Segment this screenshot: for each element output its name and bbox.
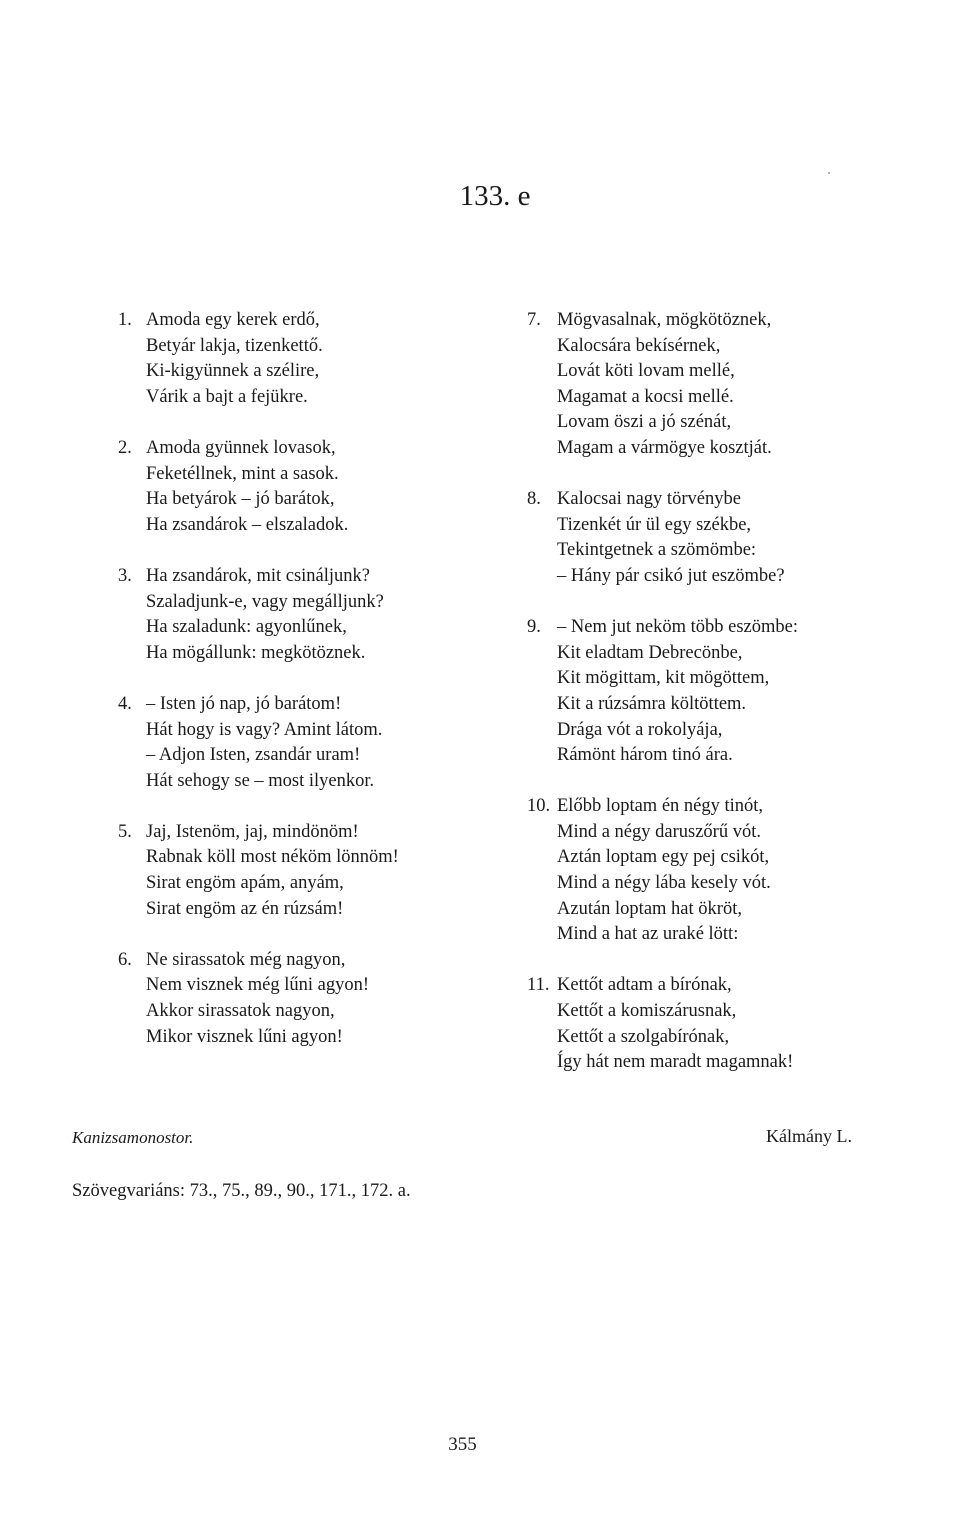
verse-line: – Hány pár csikó jut eszömbe? [557, 565, 785, 586]
verse-line: – Adjon Isten, zsandár uram! [146, 745, 361, 766]
verse-line: Amoda gyünnek lovasok, [146, 437, 336, 458]
stanza [527, 794, 927, 948]
stanza-lines [557, 308, 927, 462]
stanza [118, 692, 458, 794]
verse-line: Akkor sirassatok nagyon, [146, 1001, 335, 1022]
page-number: 355 [448, 1434, 477, 1455]
verse-line: Kit mögittam, kit mögöttem, [557, 668, 770, 689]
stanza-lines [146, 436, 458, 538]
verse-line: Sirat engöm az én rúzsám! [146, 898, 344, 919]
stanza-lines [146, 308, 458, 410]
stanza [527, 487, 927, 589]
verse-line: Kit eladtam Debrecönbe, [557, 642, 743, 663]
stanza-lines [146, 564, 458, 666]
stanza-number: 7. [527, 310, 541, 330]
verse-line: Ha zsandárok, mit csináljunk? [146, 565, 370, 586]
verse-line: Aztán loptam egy pej csikót, [557, 847, 770, 868]
verse-line: Drága vót a rokolyája, [557, 719, 723, 740]
verse-line: Mind a hat az uraké lött: [557, 924, 739, 945]
verse-line: Lovam öszi a jó szénát, [557, 412, 732, 433]
verse-line: Mind a négy daruszőrű vót. [557, 821, 761, 842]
left-column [118, 308, 458, 1076]
verse-line: Ha betyárok – jó barátok, [146, 489, 335, 510]
stanza [118, 564, 458, 666]
verse-line: Nem visznek még lűni agyon! [146, 975, 369, 996]
stanza-number: 6. [118, 949, 132, 970]
verse-line: Hát sehogy se – most ilyenkor. [146, 770, 375, 791]
stanza-number: 2. [118, 437, 132, 458]
verse-line: Azután loptam hat ökröt, [557, 898, 742, 919]
verse-line: Magam a vármögye kosztját. [557, 437, 772, 458]
verse-line: Magamat a kocsi mellé. [557, 386, 734, 407]
verse-line: – Nem jut neköm több eszömbe: [557, 617, 798, 638]
stanza [527, 308, 927, 462]
stanza [527, 973, 927, 1075]
verse-line: Betyár lakja, tizenkettő. [146, 335, 323, 356]
verse-line: Sirat engöm apám, anyám, [146, 873, 344, 894]
text-variants: Szövegvariáns: 73., 75., 89., 90., 171., 172. a. [72, 1181, 411, 1201]
stanza-number: 5. [118, 821, 132, 842]
verse-line: Lovát köti lovam mellé, [557, 361, 735, 382]
stanza-number: 4. [118, 693, 132, 714]
verse-line: Kalocsai nagy törvénybe [557, 489, 741, 510]
stanza-number: 10. [527, 796, 551, 817]
verse-line: Ki-kigyünnek a szélire, [146, 361, 320, 382]
stanza-number: 8. [527, 489, 541, 510]
stanza-lines [557, 615, 927, 769]
verse-line: Ha szaladunk: agyonlűnek, [146, 617, 347, 638]
verse-line: Rabnak köll most néköm lönnöm! [146, 847, 399, 868]
verse-line: Kettőt a komiszárusnak, [557, 1001, 737, 1022]
verse-line: Hát hogy is vagy? Amint látom. [146, 719, 383, 740]
stanza-lines [557, 794, 927, 948]
verse-line: Előbb loptam én négy tinót, [557, 796, 764, 817]
stanza-number: 3. [118, 565, 132, 586]
verse-line: Így hát nem maradt magamnak! [557, 1052, 794, 1073]
verse-line: Kettőt adtam a bírónak, [557, 975, 732, 996]
stanza-lines [146, 820, 458, 922]
right-column [527, 308, 927, 1101]
stanza-lines [557, 973, 927, 1075]
page-title: 133. e [459, 180, 531, 212]
verse-line: Ha mögállunk: megkötöznek. [146, 642, 366, 663]
stanza-number: 11. [527, 975, 550, 996]
verse-line: Feketéllnek, mint a sasok. [146, 463, 339, 484]
stanza-number: 9. [527, 617, 541, 638]
stanza-number: 1. [118, 310, 132, 330]
verse-line: Rámönt három tinó ára. [557, 745, 733, 766]
stanza [527, 615, 927, 769]
scan-speck [828, 172, 830, 174]
verse-line: Kalocsára bekísérnek, [557, 335, 721, 356]
stanza-lines [146, 692, 458, 794]
stanza [118, 308, 458, 410]
collector-name: Kálmány L. [766, 1126, 852, 1146]
stanza [118, 820, 458, 922]
verse-line: – Isten jó nap, jó barátom! [146, 693, 342, 714]
verse-line: Tekintgetnek a szömömbe: [557, 540, 757, 561]
verse-line: Szaladjunk-e, vagy megálljunk? [146, 591, 384, 612]
stanza-lines [146, 948, 458, 1050]
verse-line: Ha zsandárok – elszaladok. [146, 514, 349, 535]
stanza [118, 948, 458, 1050]
verse-line: Ne sirassatok még nagyon, [146, 949, 346, 970]
verse-line: Tizenkét úr ül egy székbe, [557, 514, 752, 535]
collection-location: Kanizsamonostor. [72, 1128, 194, 1147]
verse-line: Kettőt a szolgabírónak, [557, 1026, 730, 1047]
verse-line: Várik a bajt a fejükre. [146, 386, 308, 407]
verse-line: Mikor visznek lűni agyon! [146, 1026, 343, 1047]
stanza [118, 436, 458, 538]
stanza-lines [557, 487, 927, 589]
verse-line: Mind a négy lába kesely vót. [557, 873, 771, 894]
verse-line: Amoda egy kerek erdő, [146, 310, 320, 330]
verse-line: Kit a rúzsámra költöttem. [557, 693, 747, 714]
verse-line: Jaj, Istenöm, jaj, mindönöm! [146, 821, 359, 842]
verse-line: Mögvasalnak, mögkötöznek, [557, 310, 772, 330]
